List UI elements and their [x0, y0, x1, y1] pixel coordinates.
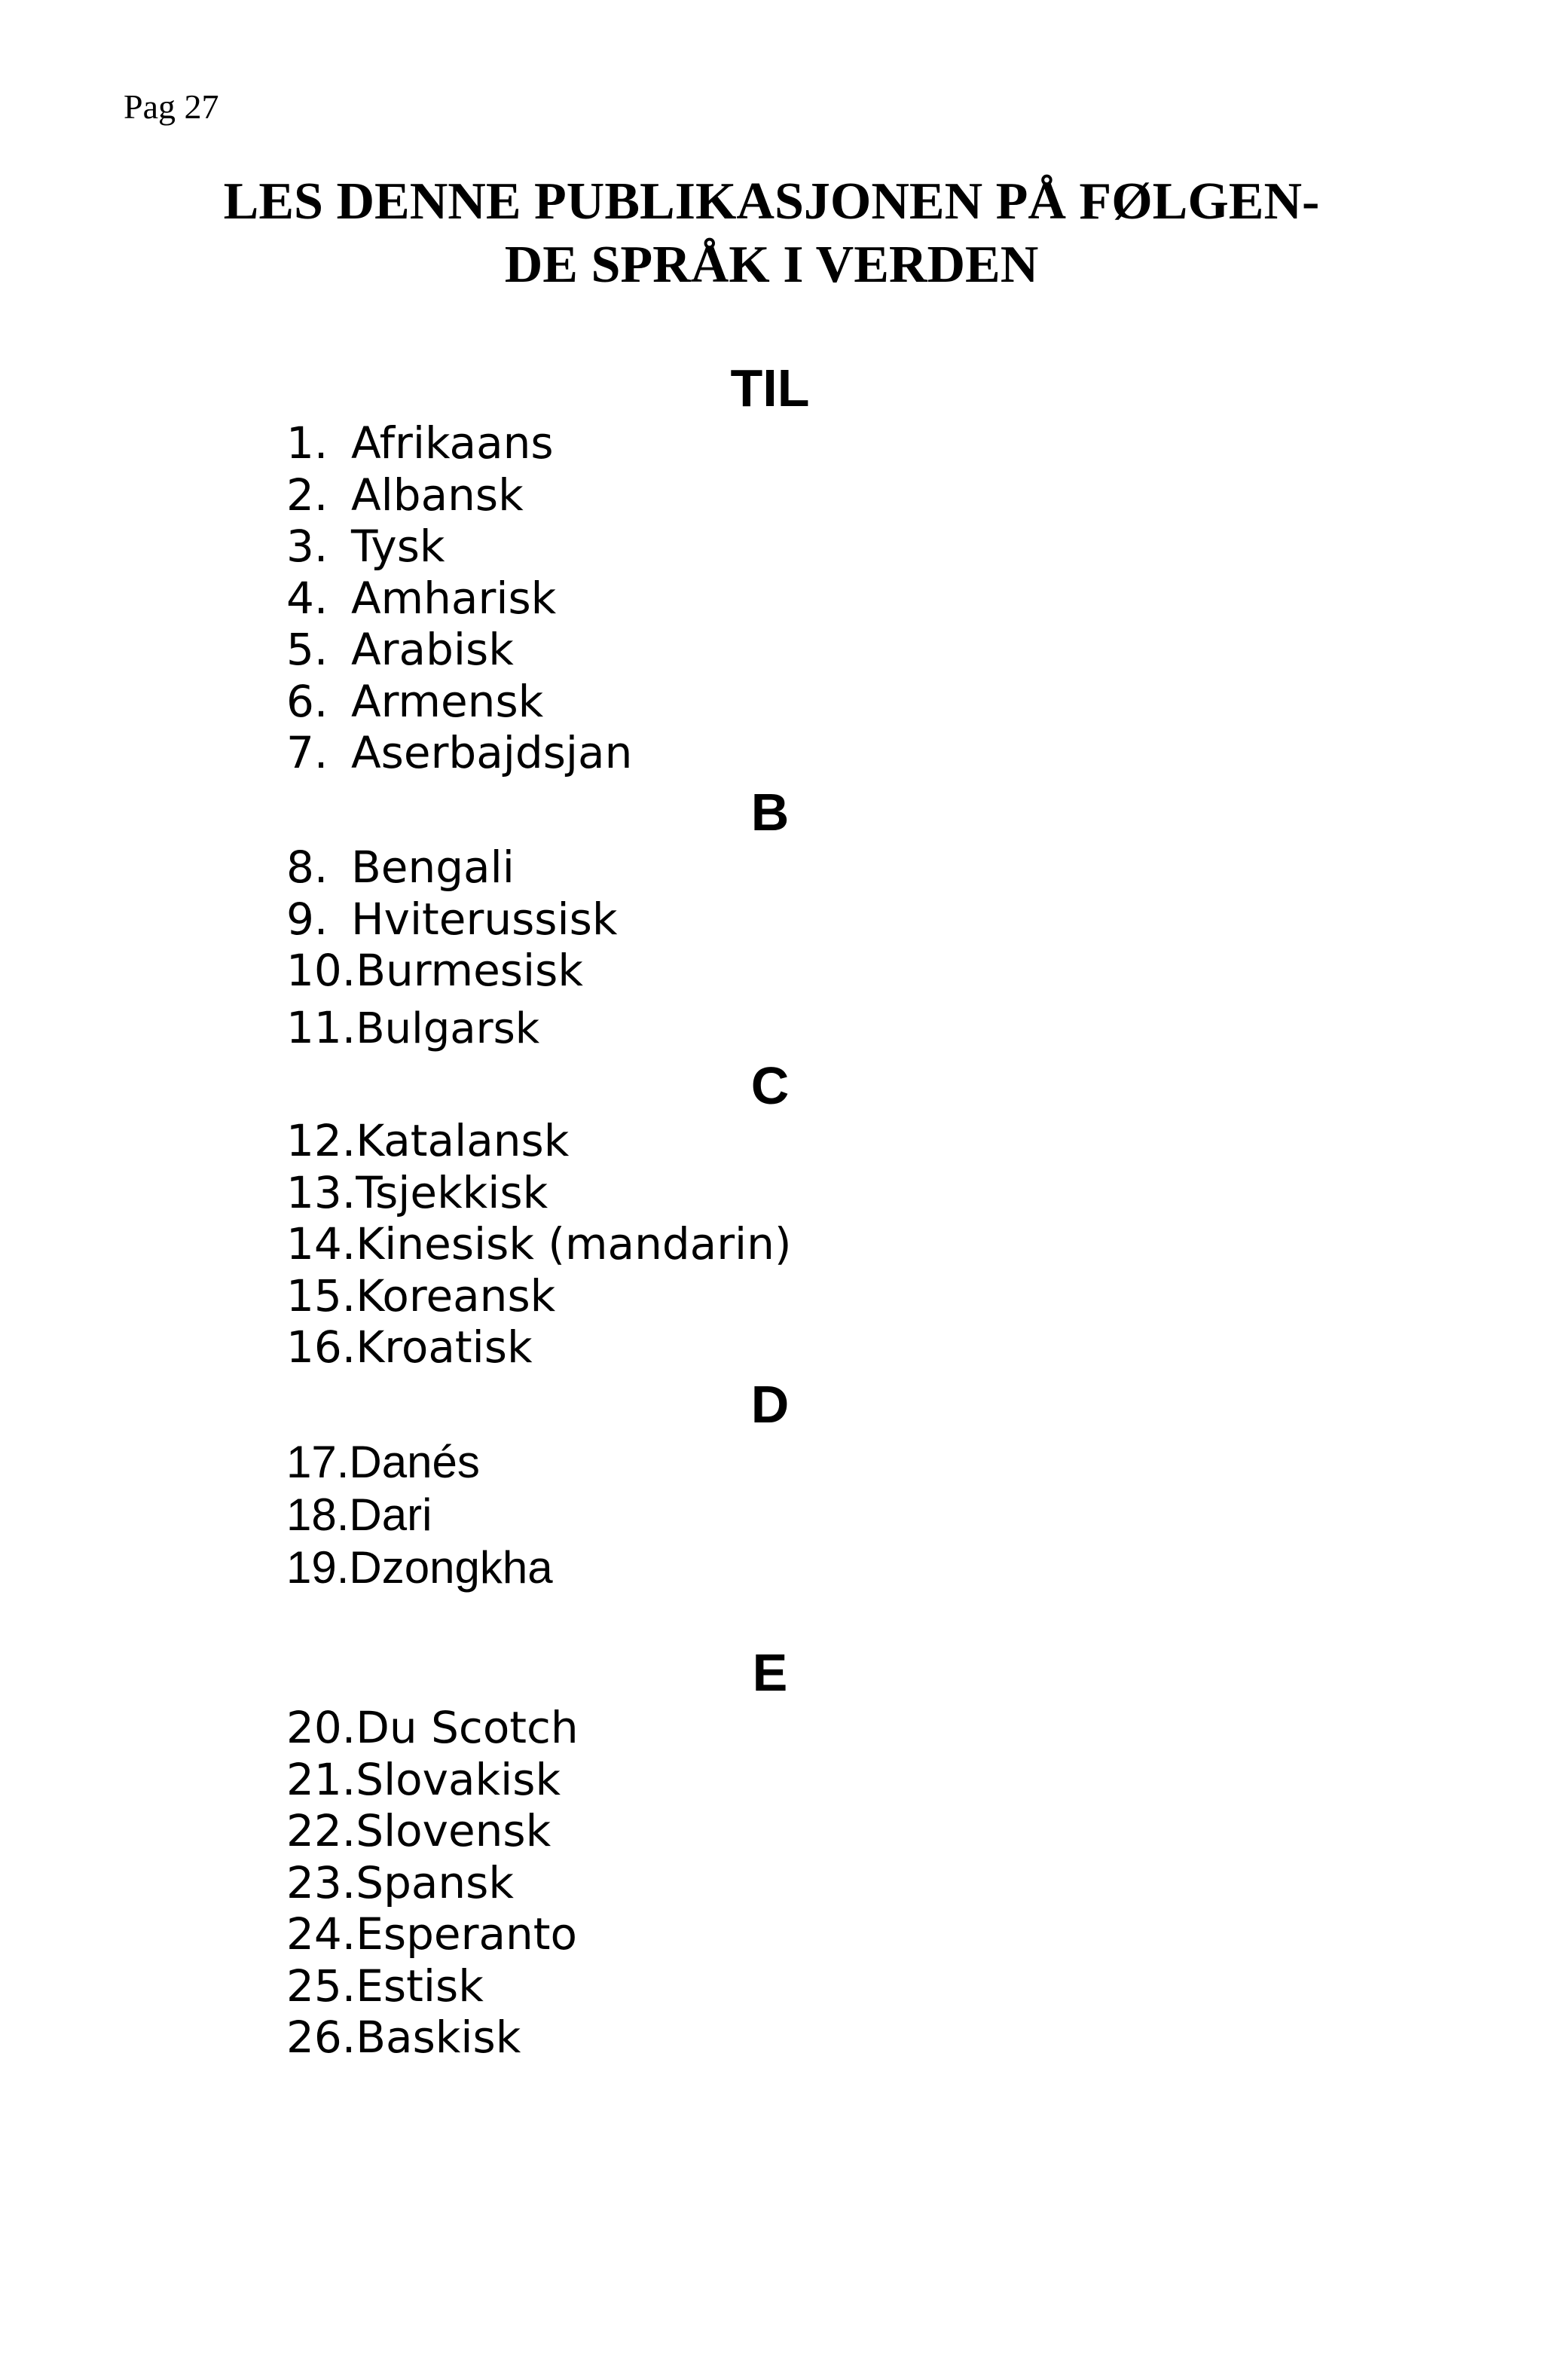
- language-name: Amharisk: [351, 572, 557, 624]
- language-name: Hviterussisk: [351, 893, 618, 945]
- list-item: [286, 676, 632, 728]
- item-number: 17.: [286, 1437, 350, 1487]
- language-name: Esperanto: [356, 1908, 577, 1960]
- language-list-c: [286, 1115, 792, 1373]
- item-number: 18.: [286, 1489, 350, 1540]
- item-number: 20.: [286, 1702, 356, 1753]
- list-item: [286, 894, 617, 946]
- language-name: Burmesisk: [356, 945, 583, 996]
- list-item: [286, 1805, 579, 1857]
- language-name: Afrikaans: [351, 417, 554, 469]
- list-item: [286, 1489, 553, 1541]
- list-item: [286, 1167, 792, 1219]
- list-item: [286, 2012, 579, 2064]
- language-name: Spansk: [356, 1856, 514, 1908]
- language-list-til: [286, 417, 632, 779]
- language-name: Dari: [349, 1489, 432, 1540]
- list-item: [286, 1115, 792, 1167]
- list-item: [286, 1270, 792, 1322]
- list-item: [286, 1541, 553, 1594]
- page-title-line-1: LES DENNE PUBLIKASJONEN PÅ FØLGEN-: [223, 173, 1320, 231]
- language-name: Dzongkha: [349, 1542, 553, 1593]
- item-number: 12.: [286, 1115, 356, 1166]
- item-number: 16.: [286, 1321, 356, 1373]
- list-item: [286, 1218, 792, 1270]
- item-number: 23.: [286, 1856, 356, 1908]
- language-name: Katalansk: [356, 1115, 570, 1166]
- list-item: [286, 624, 632, 676]
- list-item: [286, 573, 632, 625]
- section-heading-d: [0, 1373, 1543, 1436]
- item-number: 21.: [286, 1753, 356, 1805]
- section-heading-label: D: [750, 1375, 790, 1434]
- list-item: [286, 945, 617, 997]
- language-name: Tsjekkisk: [356, 1166, 548, 1218]
- language-name: Tysk: [351, 521, 445, 572]
- language-name: Armensk: [351, 675, 544, 727]
- page-title: [0, 170, 1543, 297]
- list-item: [286, 997, 617, 1053]
- language-name: Kroatisk: [356, 1321, 533, 1373]
- language-name: Aserbajdsjan: [351, 727, 633, 778]
- language-name: Bengali: [351, 842, 515, 893]
- item-number: 4.: [286, 572, 328, 624]
- section-heading-label: C: [750, 1056, 790, 1115]
- language-name: Arabisk: [351, 624, 514, 675]
- item-number: 14.: [286, 1218, 356, 1269]
- language-list-e: [286, 1702, 579, 2064]
- list-item: [286, 842, 617, 894]
- section-heading-e: [0, 1641, 1543, 1704]
- section-heading-b: [0, 781, 1543, 844]
- list-item: [286, 417, 632, 469]
- section-heading-c: [0, 1054, 1543, 1117]
- item-number: 3.: [286, 521, 328, 572]
- list-item: [286, 469, 632, 521]
- language-name: Baskisk: [356, 2012, 521, 2063]
- section-heading-label: B: [750, 783, 790, 842]
- language-name: Slovakisk: [356, 1753, 561, 1805]
- list-item: [286, 1321, 792, 1373]
- item-number: 19.: [286, 1542, 350, 1593]
- item-number: 8.: [286, 842, 328, 893]
- list-item: [286, 1436, 553, 1489]
- list-item: [286, 1857, 579, 1909]
- item-number: 10.: [286, 945, 356, 996]
- item-number: 15.: [286, 1269, 356, 1321]
- section-heading-label: E: [752, 1643, 788, 1702]
- item-number: 22.: [286, 1805, 356, 1856]
- language-list-d: [286, 1436, 553, 1594]
- list-item: [286, 1702, 579, 1754]
- item-number: 7.: [286, 727, 328, 778]
- list-item: [286, 1960, 579, 2012]
- list-item: [286, 727, 632, 779]
- language-name: Danés: [349, 1437, 480, 1487]
- item-number: 25.: [286, 1960, 356, 2012]
- item-number: 24.: [286, 1908, 356, 1960]
- list-item: [286, 1754, 579, 1806]
- language-list-b: [286, 842, 617, 1053]
- language-name: Estisk: [356, 1960, 484, 2012]
- language-name: Du Scotch: [356, 1702, 579, 1753]
- page-number: Pag 27: [124, 87, 219, 126]
- item-number: 11.: [286, 1001, 356, 1053]
- section-heading-label: TIL: [730, 359, 810, 417]
- list-item: [286, 1908, 579, 1960]
- section-heading-til: [0, 356, 1543, 420]
- item-number: 1.: [286, 417, 328, 469]
- item-number: 9.: [286, 893, 328, 945]
- item-number: 2.: [286, 469, 328, 521]
- language-name: Koreansk: [356, 1269, 556, 1321]
- list-item: [286, 521, 632, 573]
- item-number: 6.: [286, 675, 328, 727]
- item-number: 5.: [286, 624, 328, 675]
- page-title-line-2: DE SPRÅK I VERDEN: [504, 236, 1039, 294]
- language-name: Albansk: [351, 469, 524, 521]
- language-name: Kinesisk (mandarin): [356, 1218, 792, 1269]
- language-name: Bulgarsk: [356, 1004, 540, 1053]
- item-number: 13.: [286, 1166, 356, 1218]
- item-number: 26.: [286, 2012, 356, 2063]
- language-name: Slovensk: [356, 1805, 552, 1856]
